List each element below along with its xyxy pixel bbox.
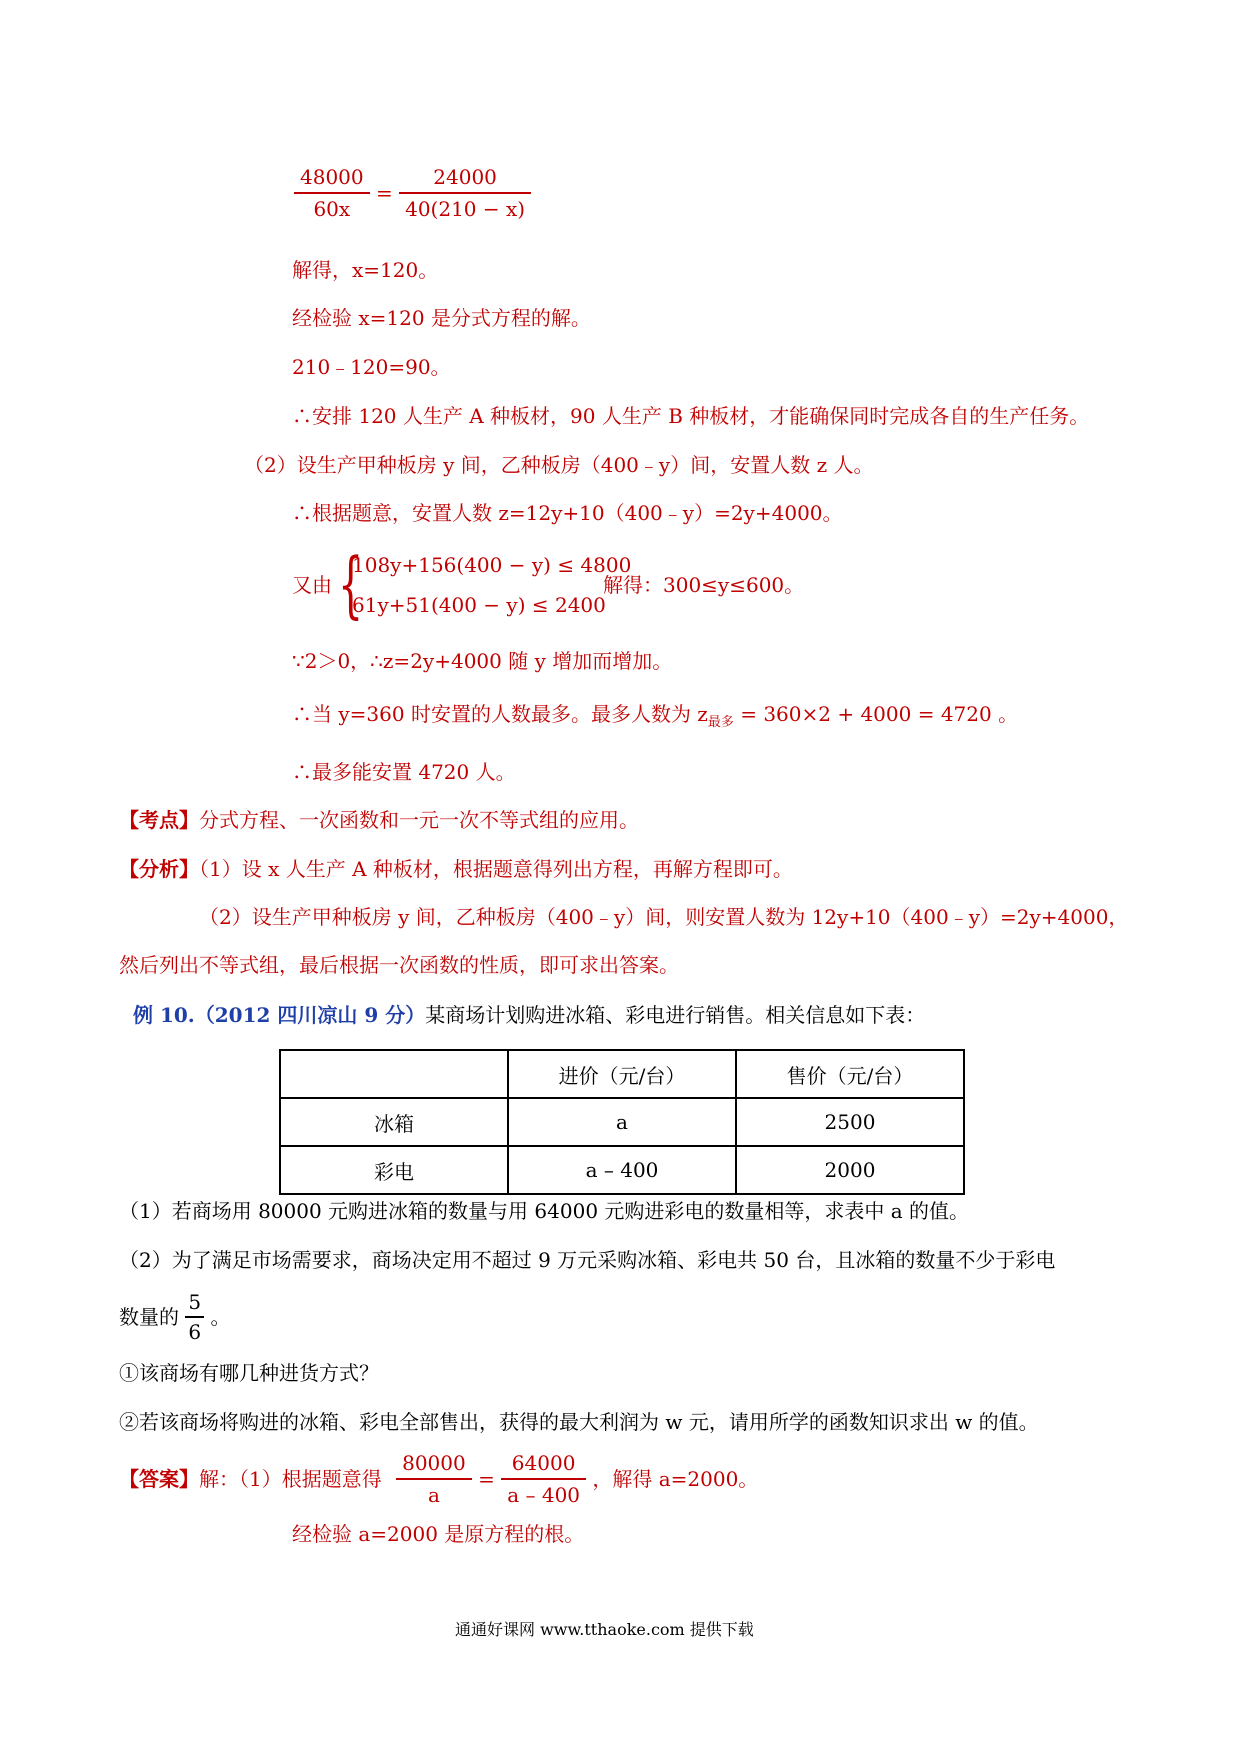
max-value: = 360×2 + 4000 = 4720 。 — [733, 702, 1019, 726]
question-1: （1）若商场用 80000 元购进冰箱的数量与用 64000 元购进彩电的数量相等，求表中 a 的值。 — [119, 1199, 970, 1223]
table-header-row — [280, 1050, 964, 1098]
price-table — [279, 1049, 965, 1195]
fraction-numerator: 24000 — [399, 165, 531, 194]
fraction-denominator: 6 — [188, 1320, 202, 1344]
fenxi-text-1: （1）设 x 人生产 A 种板材，根据题意得列出方程，再解方程即可。 — [199, 857, 793, 881]
fraction-numerator: 48000 — [294, 165, 370, 194]
answer-result: ，解得 a=2000。 — [592, 1467, 759, 1491]
monotone-line: ∵2＞0，∴z=2y+4000 随 y 增加而增加。 — [292, 649, 673, 673]
fraction-denominator: 40(210 − x) — [405, 197, 526, 221]
kaodian-line — [119, 808, 639, 832]
answer-line — [119, 1451, 758, 1507]
table-header-cell — [280, 1050, 508, 1098]
inequality-2: 61y+51(400 − y) ≤ 2400 — [352, 593, 606, 617]
answer-check: 经检验 a=2000 是原方程的根。 — [292, 1522, 585, 1546]
fenxi-line-3: 然后列出不等式组，最后根据一次函数的性质，即可求出答案。 — [119, 953, 679, 977]
table-cell: 2000 — [736, 1146, 964, 1194]
fraction-numerator: 64000 — [501, 1451, 586, 1480]
system-prefix: 又由 — [292, 573, 332, 597]
answer-tag: 【答案】 — [119, 1467, 199, 1491]
table-header-cell: 售价（元/台） — [736, 1050, 964, 1098]
part2-setup: （2）设生产甲种板房 y 间，乙种板房（400﹣y）间，安置人数 z 人。 — [244, 453, 874, 477]
example-source: （2012 四川凉山 9 分） — [194, 1003, 426, 1027]
table-row — [280, 1146, 964, 1194]
fenxi-line-2: （2）设生产甲种板房 y 间，乙种板房（400﹣y）间，则安置人数为 12y+10（400﹣y）=2y+4000， — [199, 905, 1129, 929]
system-result: 解得：300≤y≤600。 — [603, 573, 805, 597]
table-header-cell: 进价（元/台） — [508, 1050, 736, 1098]
fraction-numerator: 80000 — [396, 1451, 472, 1480]
max-prefix: ∴当 y=360 时安置的人数最多。最多人数为 z — [292, 702, 708, 726]
max-line — [292, 702, 1018, 731]
final-line: ∴最多能安置 4720 人。 — [292, 760, 516, 784]
max-subscript: 最多 — [707, 715, 734, 730]
check-line: 经检验 x=120 是分式方程的解。 — [292, 306, 591, 330]
table-cell: 彩电 — [280, 1146, 508, 1194]
sub-question-1: ①该商场有哪几种进货方式？ — [119, 1361, 379, 1385]
footer-text: 通通好课网 www.tthaoke.com 提供下载 — [455, 1620, 754, 1639]
calc-line: 210﹣120=90。 — [292, 355, 451, 379]
answer-fraction-1 — [396, 1451, 472, 1507]
fraction-denominator: a — [427, 1483, 440, 1507]
question-2-line-1: （2）为了满足市场需要求，商场决定用不超过 9 万元采购冰箱、彩电共 50 台，且冰箱的数量不少于彩电 — [119, 1248, 1056, 1272]
question-2-line-2 — [119, 1290, 230, 1344]
sub-question-2: ②若该商场将购进的冰箱、彩电全部售出，获得的最大利润为 w 元，请用所学的函数知识求出 w 的值。 — [119, 1410, 1039, 1434]
part2-z-expression: ∴根据题意，安置人数 z=12y+10（400﹣y）=2y+4000。 — [292, 501, 843, 525]
fraction-numerator: 5 — [185, 1290, 204, 1318]
table-cell: a – 400 — [508, 1146, 736, 1194]
table-cell: 2500 — [736, 1098, 964, 1146]
conclusion-line: ∴安排 120 人生产 A 种板材，90 人生产 B 种板材，才能确保同时完成各自的生产任务。 — [292, 404, 1090, 428]
kaodian-tag: 【考点】 — [119, 808, 199, 832]
fraction-equation — [294, 165, 531, 221]
system-brace: { — [338, 542, 364, 626]
equals-sign: = — [375, 181, 393, 205]
q2-suffix: 。 — [210, 1305, 231, 1329]
example-label: 例 10. — [133, 1003, 195, 1027]
fenxi-line-1 — [119, 857, 793, 881]
fenxi-tag: 【分析】 — [119, 857, 199, 881]
fraction-rhs — [399, 165, 531, 221]
example-heading — [133, 1003, 925, 1027]
fraction-denominator: 60x — [313, 197, 351, 221]
q2-fraction — [185, 1290, 204, 1344]
table-cell: 冰箱 — [280, 1098, 508, 1146]
fraction-lhs — [294, 165, 370, 221]
answer-lead: 解：（1）根据题意得 — [199, 1467, 382, 1491]
inequality-1: 108y+156(400 − y) ≤ 4800 — [352, 553, 632, 577]
example-intro: 某商场计划购进冰箱、彩电进行销售。相关信息如下表： — [425, 1003, 926, 1027]
fraction-denominator: a – 400 — [507, 1483, 581, 1507]
q2-prefix: 数量的 — [119, 1305, 179, 1329]
equals-sign: = — [478, 1467, 495, 1491]
kaodian-text: 分式方程、一次函数和一元一次不等式组的应用。 — [199, 808, 639, 832]
table-row — [280, 1098, 964, 1146]
answer-fraction-2 — [501, 1451, 586, 1507]
solve-line: 解得，x=120。 — [292, 258, 439, 282]
table-cell: a — [508, 1098, 736, 1146]
